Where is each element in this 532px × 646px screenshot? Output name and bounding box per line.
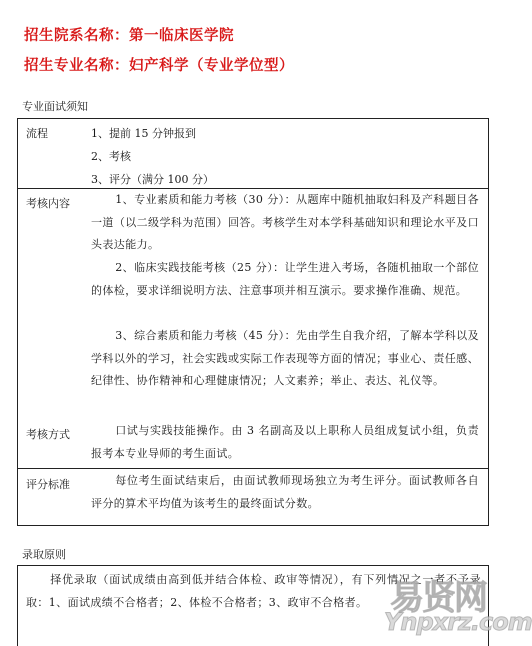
process-step-3: 3、评分（满分 100 分）	[91, 173, 214, 186]
method-label: 考核方式	[26, 428, 70, 441]
site-watermark	[382, 570, 532, 639]
scoring-text: 每位考生面试结束后，由面试教师现场独立为考生评分。面试教师各自评分的算术平均值为该考生的最终面试分数。	[91, 474, 479, 510]
watermark-cn: 易贤网	[390, 578, 486, 618]
content-item-3: 3、综合素质和能力考核（45 分）：先由学生自我介绍，了解本学科以及学科以外的学习，社会实践或实际工作表现等方面的情况；事业心、责任感、纪律性、协作精神和心理健康情况；人文素养；举止、表达、礼仪等。	[91, 329, 479, 387]
watermark-url: Ynpxrz.com	[384, 608, 532, 636]
scoring-label: 评分标准	[26, 478, 70, 491]
content-item-1: 1、专业素质和能力考核（30 分）：从题库中随机抽取妇科及产科题目各一道（以二级学科为范围）回答。考核学生对本学科基础知识和理论水平及口头表达能力。	[91, 193, 479, 251]
process-step-2: 2、考核	[91, 150, 131, 163]
row-divider	[18, 468, 488, 469]
interview-table	[17, 118, 489, 526]
content-item-2: 2、临床实践技能考核（25 分）：让学生进入考场，各随机抽取一个部位的体检，要求详细说明方法、注意事项并相互演示。要求操作准确、规范。	[91, 261, 479, 297]
method-text: 口试与实践技能操作。由 3 名副高及以上职称人员组成复试小组，负责报考本专业导师的考生面试。	[91, 424, 479, 460]
admission-text: 择优录取（面试成绩由高到低并结合体检、政审等情况），有下列情况之一者不予录取：1、面试成绩不合格者；2、体检不合格者；3、政审不合格者。	[26, 573, 481, 609]
process-label: 流程	[26, 127, 48, 140]
school-name-heading: 招生院系名称：第一临床医学院	[24, 28, 234, 44]
interview-notice-title: 专业面试须知	[22, 100, 88, 113]
admission-principle-title: 录取原则	[22, 548, 66, 561]
major-name-heading: 招生专业名称：妇产科学（专业学位型）	[24, 58, 294, 74]
content-label: 考核内容	[26, 197, 70, 210]
process-step-1: 1、提前 15 分钟报到	[91, 127, 196, 140]
